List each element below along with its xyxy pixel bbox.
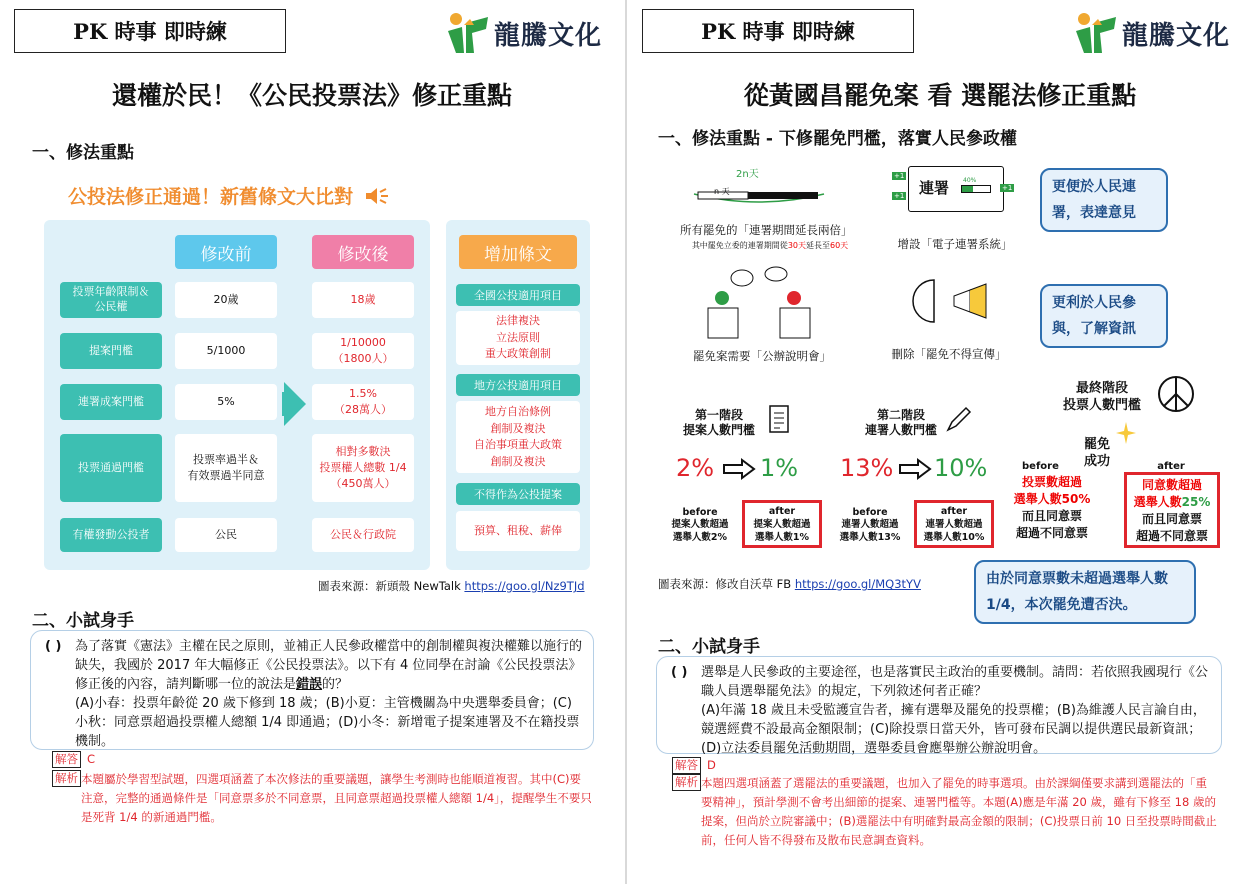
added-body: 預算、租稅、薪俸 (456, 511, 580, 551)
source-credit: 圖表來源：修改自沃草 FB https://goo.gl/MQ3tYV (658, 577, 921, 591)
logo-text: 龍騰文化 (493, 20, 602, 51)
logo (444, 8, 602, 58)
logo-icon (1072, 9, 1120, 57)
explanation (672, 774, 1218, 850)
answer-blank: ( ) (671, 665, 688, 680)
row-label: 提案門檻 (60, 333, 162, 369)
stage-1-from: 2% (676, 454, 715, 482)
esign-window (908, 166, 1004, 212)
question-text: 選舉是人民參政的主要途徑，也是落實民主政治的重要機制。請問：若依照我國現行《公職人員選舉罷免法》的規定，下列敘述何者正確？ (701, 665, 1209, 699)
section-heading-1: 一、修法重點 (32, 143, 134, 163)
stage-2-before: 連署人數超過 選舉人數13% (839, 519, 901, 543)
col-header-before: 修改前 (175, 235, 277, 269)
explain-text: 本題四選項涵蓋了選罷法的重要議題，也加入了罷免的時事選項。由於課綱僅要求講到選罷法的「重要精神」，預計學測不會考出細節的提案、連署門檻等。本題(A)應是年滿 20 歲，雖有下修至 18 歲的提案，但尚於立院審議中；(B)選罷法中有明確對最高金額的限制；(C)投票日前 10 日至投票時間截止前，任何人皆不得發布及散布民意調查資料。 (701, 776, 1217, 847)
timeline-icon (684, 160, 834, 210)
row-before: 公民 (175, 518, 277, 552)
before-label: before (852, 507, 888, 518)
question-box (656, 656, 1222, 754)
row-label: 連署成案門檻 (60, 384, 162, 420)
stage-2-to: 10% (934, 454, 988, 482)
col-header-after: 修改後 (312, 235, 414, 269)
result-bubble: 由於同意票數未超過選舉人數 1/4，本次罷免遭否決。 (974, 560, 1196, 624)
added-body: 地方自治條例 創制及複決 自治事項重大政策 創制及複決 (456, 401, 580, 473)
speaker-icon (364, 186, 390, 206)
row-after: 18歲 (312, 282, 414, 318)
answer-line (672, 756, 716, 775)
esign-caption: 增設「電子連署系統」 (897, 237, 1013, 251)
explanation (52, 770, 592, 827)
stage-2-after: 連署人數超過 選舉人數10% (923, 518, 985, 543)
final-stage-label: 最終階段 投票人數門檻 (1062, 381, 1141, 413)
question-options: (A)小春：投票年齡從 20 歲下修到 18 歲；(B)小夏：主管機關為中央選舉委員會；(C)小秋：同意票超過投票權人總額 1/4 即通過；(D)小冬：新增電子提案連署及不在籍投票機制。 (75, 696, 580, 749)
answer-blank: ( ) (45, 639, 62, 654)
success-label: 罷免 成功 (1084, 437, 1111, 469)
right-page (628, 0, 1252, 884)
answer-line (52, 750, 95, 769)
question-text: 為了落實《憲法》主權在民之原則，並補正人民參政權當中的創制權與複決權難以施行的缺失，我國於 2017 年大幅修正《公民投票法》。以下有 4 位同學在討論《公民投票法》修正後的內容，請判斷哪一位的說法是錯誤的？ (75, 639, 583, 692)
row-after: 1.5% （28萬人） (312, 384, 414, 420)
period-caption: 所有罷免的「連署期間延長兩倍」 (680, 223, 853, 237)
answer-value: C (87, 752, 96, 766)
stage-1-to: 1% (760, 454, 799, 482)
esign-progress (961, 185, 991, 193)
before-label: before (682, 507, 718, 518)
after-label: after (1157, 461, 1185, 472)
right-arrow-icon (284, 382, 306, 426)
row-label: 投票通過門檻 (60, 434, 162, 502)
stage-2-label: 第二階段 連署人數門檻 (864, 408, 937, 437)
answer-tag: 解答 (52, 751, 81, 768)
row-label: 有權發動公投者 (60, 518, 162, 552)
section-heading-2: 二、小試身手 (32, 611, 134, 631)
stage-1-label: 第一階段 提案人數門檻 (682, 408, 755, 437)
megaphone-icon (910, 276, 1000, 326)
source-link[interactable]: https://goo.gl/MQ3tYV (794, 577, 921, 591)
right-arrow-icon (722, 458, 756, 480)
header-tag: PK 時事 即時練 (14, 9, 286, 53)
section-heading-1: 一、修法重點 - 下修罷免門檻，落實人民參政權 (658, 129, 1017, 149)
plus-one-badge: +1 (1002, 184, 1013, 192)
sparkle-icon (1116, 422, 1136, 444)
hearing-caption: 罷免案需要「公辦說明會」 (693, 349, 831, 363)
page-title: 還權於民！《公民投票法》修正重點 (111, 81, 512, 110)
logo (1072, 8, 1230, 58)
row-before: 20歲 (175, 282, 277, 318)
logo-icon (444, 9, 492, 57)
explain-text: 本題屬於學習型試題，四選項涵蓋了本次修法的重要議題，讓學生考測時也能順道複習。其中(C)要注意，完整的通過條件是「同意票多於不同意票，且同意票超過投票權人總額 1/4」，提醒學生不要只是死背 1/4 的新通過門檻。 (81, 772, 592, 824)
period-sub: 其中罷免立委的連署期間從30天延長至60天 (691, 241, 849, 250)
esign-label: 連署 (919, 179, 950, 197)
peace-icon (1156, 374, 1196, 414)
stage-1-before: 提案人數超過 選舉人數2% (671, 519, 729, 543)
stage-1-after: 提案人數超過 選舉人數1% (753, 518, 811, 543)
source-credit: 圖表來源：新頭殼 NewTalk https://goo.gl/Nz9TJd (318, 579, 585, 593)
document-icon (768, 404, 790, 434)
period-old: n 天 (714, 187, 730, 196)
answer-value: D (707, 758, 716, 772)
after-label: after (768, 505, 796, 517)
left-page (0, 0, 624, 884)
callout-bubble: 更利於人民參與，了解資訊 (1040, 284, 1168, 348)
header-tag: PK 時事 即時練 (642, 9, 914, 53)
callout-bubble: 更便於人民連署，表達意見 (1040, 168, 1168, 232)
infographic-title: 公投法修正通過！新舊條文大比對 (68, 182, 390, 209)
added-body: 法律複決 立法原則 重大政策創制 (456, 311, 580, 365)
row-before: 5% (175, 384, 277, 420)
answer-tag: 解答 (672, 757, 701, 774)
row-label: 投票年齡限制＆ 公民權 (60, 282, 162, 318)
right-arrow-icon (898, 458, 932, 480)
promo-caption: 刪除「罷免不得宣傳」 (891, 347, 1007, 361)
public-hearing-icon (694, 266, 824, 342)
stage-1-after-box (742, 500, 822, 548)
added-heading: 不得作為公投提案 (456, 483, 580, 505)
page-divider (625, 0, 627, 884)
section-heading-2: 二、小試身手 (658, 637, 760, 657)
col-header-added: 增加條文 (459, 235, 577, 269)
row-after: 1/10000 （1800人） (312, 333, 414, 369)
plus-one-badge: +1 (894, 172, 905, 180)
explain-tag: 解析 (672, 774, 701, 791)
page-title: 從黃國昌罷免案 看 選罷法修正重點 (743, 81, 1137, 110)
final-before: 投票數超過 選舉人數50% 而且同意票 超過不同意票 (1013, 475, 1091, 540)
esign-pct: 40% (963, 177, 977, 184)
final-after: 同意數超過 選舉人數25% 而且同意票 超過不同意票 (1133, 478, 1211, 543)
question-box (30, 630, 594, 750)
row-before: 5/1000 (175, 333, 277, 369)
period-new: 2n天 (736, 169, 759, 180)
plus-one-badge: +1 (894, 192, 905, 200)
added-heading: 全國公投適用項目 (456, 284, 580, 306)
before-label: before (1022, 461, 1059, 472)
stage-2-from: 13% (840, 454, 894, 482)
row-after: 公民＆行政院 (312, 518, 414, 552)
final-after-box (1124, 472, 1220, 548)
added-heading: 地方公投適用項目 (456, 374, 580, 396)
question-options: (A)年滿 18 歲且未受監護宣告者，擁有選舉及罷免的投票權；(B)為維護人民言論自由，競選經費不設最高金額限制；(C)除投票日當天外，皆可發布民調以提供選民最新資訊；(D)立法委員罷免活動期間，選舉委員會應舉辦公辦說明會。 (701, 703, 1206, 756)
stage-2-after-box (914, 500, 994, 548)
explain-tag: 解析 (52, 770, 81, 787)
row-after: 相對多數決 投票權人總數 1/4 （450萬人） (312, 434, 414, 502)
row-before: 投票率過半＆ 有效票過半同意 (175, 434, 277, 502)
after-label: after (940, 505, 968, 517)
logo-text: 龍騰文化 (1121, 20, 1230, 51)
pencil-icon (944, 404, 974, 434)
comparison-infographic (44, 178, 590, 578)
source-link[interactable]: https://goo.gl/Nz9TJd (464, 579, 585, 593)
